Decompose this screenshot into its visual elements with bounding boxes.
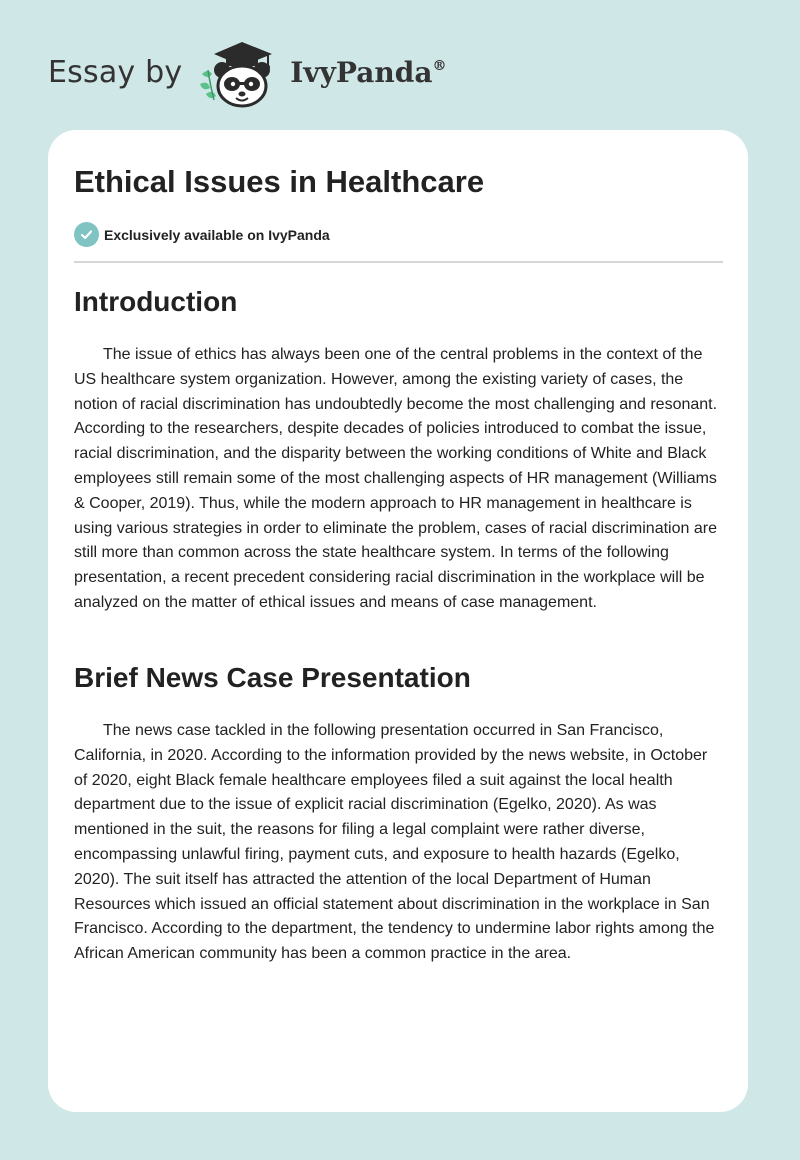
title-divider	[74, 261, 723, 263]
essay-title: Ethical Issues in Healthcare	[74, 164, 485, 199]
registered-mark: ®	[432, 57, 447, 74]
introduction-paragraph: The issue of ethics has always been one of the central problems in the context of the US healthcare system organization. However, among the existing variety of cases, the notion of racial discrimination has undoubtedly become the most challenging and resonant. According to the researchers, despite decades of policies introduced to combat the issue, racial discrimination, and the disparity between the working conditions of White and Black employees still remain some of the most challenging aspects of HR management (Williams & Cooper, 2019). Thus, while the modern approach to HR management in healthcare is using various strategies in order to eliminate the problem, cases of racial discrimination are still more than common across the state healthcare system. In terms of the following presentation, a recent precedent considering racial discrimination in the workplace will be analyzed on the matter of ethical issues and means of case management.	[74, 346, 718, 611]
site-brand[interactable]	[48, 34, 446, 110]
section-heading-introduction: Introduction	[74, 286, 238, 317]
essay-card	[48, 130, 748, 1112]
exclusive-badge	[74, 222, 330, 247]
brand-name: IvyPanda®	[290, 55, 447, 89]
essay-by-label: Essay by	[48, 54, 183, 90]
ivypanda-logo-icon	[196, 34, 288, 110]
exclusive-label: Exclusively available on IvyPanda	[104, 226, 330, 243]
check-circle-icon	[74, 222, 99, 247]
section-heading-news-case: Brief News Case Presentation	[74, 662, 471, 693]
news-case-paragraph: The news case tackled in the following presentation occurred in San Francisco, California, in 2020. According to the information provided by the news website, in October of 2020, eight Black female healthcare employees filed a suit against the local health department due to the issue of explicit racial discrimination (Egelko, 2020). As was mentioned in the suit, the reasons for filing a legal complaint were rather diverse, encompassing unlawful firing, payment cuts, and exposure to health hazards (Egelko, 2020). The suit itself has attracted the attention of the local Department of Human Resources which issued an official statement about discrimination in the workplace in San Francisco. According to the department, the tendency to undermine labor rights among the African American community has been a common practice in the area.	[74, 722, 715, 963]
